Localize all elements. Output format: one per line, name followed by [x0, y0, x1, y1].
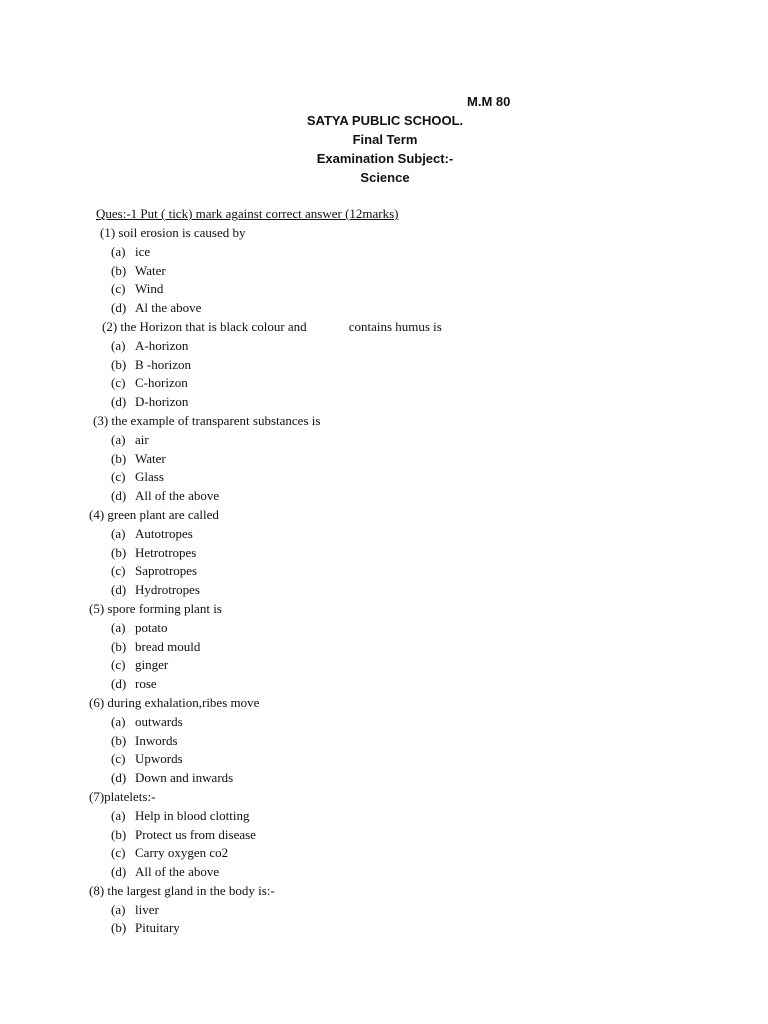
option-text: Wind — [135, 281, 164, 297]
answer-option[interactable] — [111, 863, 768, 882]
option-label: (a) — [111, 525, 126, 541]
option-text: A-horizon — [135, 337, 189, 353]
option-label: (b) — [111, 920, 127, 936]
option-text: liver — [135, 901, 159, 917]
question-text: (3) the example of transparent substances is — [93, 412, 321, 428]
answer-option[interactable] — [111, 487, 768, 506]
option-label: (b) — [111, 544, 127, 560]
option-label: (a) — [111, 243, 126, 259]
option-label: (b) — [111, 638, 127, 654]
question-3 — [0, 412, 768, 431]
question-text: (7)platelets:- — [89, 788, 156, 804]
option-label: (d) — [111, 864, 127, 880]
question-text: (6) during exhalation,ribes move — [89, 694, 260, 710]
option-label: (d) — [111, 300, 127, 316]
answer-option[interactable] — [111, 544, 768, 563]
answer-option[interactable] — [111, 243, 768, 262]
option-text: outwards — [135, 713, 183, 729]
answer-option[interactable] — [111, 750, 768, 769]
option-text: ginger — [135, 657, 169, 673]
answer-option[interactable] — [111, 337, 768, 356]
question-7 — [0, 788, 768, 807]
option-text: Saprotropes — [135, 563, 198, 579]
answer-option[interactable] — [111, 713, 768, 732]
option-label: (c) — [111, 657, 126, 673]
question-6 — [0, 694, 768, 713]
question-text: (2) the Horizon that is black colour and — [102, 318, 307, 334]
section-heading-text: Ques:-1 Put ( tick) mark against correct answer (12marks) — [96, 206, 399, 221]
option-label: (a) — [111, 713, 126, 729]
answer-option[interactable] — [111, 901, 768, 920]
question-1 — [0, 224, 768, 243]
option-text: potato — [135, 619, 168, 635]
answer-option[interactable] — [111, 450, 768, 469]
option-label: (d) — [111, 770, 127, 786]
section-heading — [90, 205, 399, 222]
option-text: ice — [135, 243, 151, 259]
option-label: (d) — [111, 488, 127, 504]
option-text: air — [135, 431, 149, 447]
question-list — [0, 224, 768, 938]
option-label: (c) — [111, 281, 126, 297]
question-text-continued: contains humus is — [348, 318, 442, 334]
option-text: All of the above — [135, 488, 220, 504]
answer-option[interactable] — [111, 562, 768, 581]
option-label: (d) — [111, 676, 127, 692]
exam-subject: Science — [360, 170, 410, 185]
question-5 — [0, 600, 768, 619]
option-label: (c) — [111, 563, 126, 579]
option-label: (b) — [111, 732, 127, 748]
option-text: Autotropes — [135, 525, 193, 541]
answer-option[interactable] — [111, 844, 768, 863]
option-text: Glass — [135, 469, 164, 485]
option-label: (a) — [111, 807, 126, 823]
question-text: (1) soil erosion is caused by — [100, 225, 246, 240]
answer-option[interactable] — [111, 656, 768, 675]
option-label: (c) — [111, 845, 126, 861]
option-label: (a) — [111, 901, 126, 917]
option-label: (d) — [111, 394, 127, 410]
option-text: Water — [135, 262, 166, 278]
option-text: Down and inwards — [135, 770, 234, 786]
option-text: Water — [135, 450, 166, 466]
answer-option[interactable] — [111, 525, 768, 544]
answer-option[interactable] — [111, 299, 768, 318]
option-text: rose — [135, 676, 157, 692]
answer-option[interactable] — [111, 431, 768, 450]
answer-option[interactable] — [111, 374, 768, 393]
option-label: (b) — [111, 262, 127, 278]
max-marks: M.M 80 — [467, 94, 511, 109]
option-label: (c) — [111, 375, 126, 391]
option-label: (b) — [111, 826, 127, 842]
school-name: SATYA PUBLIC SCHOOL. — [306, 113, 464, 128]
option-label: (d) — [111, 582, 127, 598]
option-text: Protect us from disease — [135, 826, 256, 842]
option-text: Inwords — [135, 732, 178, 748]
option-text: Hetrotropes — [135, 544, 197, 560]
answer-option[interactable] — [111, 356, 768, 375]
answer-option[interactable] — [111, 280, 768, 299]
option-label: (b) — [111, 450, 127, 466]
option-text: Al the above — [135, 300, 202, 316]
option-label: (a) — [111, 337, 126, 353]
answer-option[interactable] — [111, 619, 768, 638]
option-text: C-horizon — [135, 375, 188, 391]
option-text: D-horizon — [135, 394, 189, 410]
answer-option[interactable] — [111, 675, 768, 694]
question-4 — [0, 506, 768, 525]
answer-option[interactable] — [111, 262, 768, 281]
exam-title: Examination Subject:- — [316, 151, 454, 166]
option-text: B -horizon — [135, 356, 191, 372]
answer-option[interactable] — [111, 638, 768, 657]
answer-option[interactable] — [111, 393, 768, 412]
answer-option[interactable] — [111, 732, 768, 751]
option-text: Hydrotropes — [135, 582, 200, 598]
option-text: Carry oxygen co2 — [135, 845, 229, 861]
option-text: Help in blood clotting — [135, 807, 250, 823]
answer-option[interactable] — [111, 581, 768, 600]
option-text: Upwords — [135, 751, 183, 767]
question-text: (8) the largest gland in the body is:- — [89, 882, 275, 898]
option-text: All of the above — [135, 864, 220, 880]
option-text: bread mould — [135, 638, 201, 654]
answer-option[interactable] — [111, 919, 768, 938]
option-text: Pituitary — [135, 920, 180, 936]
option-label: (a) — [111, 431, 126, 447]
option-label: (a) — [111, 619, 126, 635]
option-label: (b) — [111, 356, 127, 372]
question-text: (5) spore forming plant is — [89, 600, 222, 616]
question-8 — [0, 882, 768, 901]
answer-option[interactable] — [111, 826, 768, 845]
answer-option[interactable] — [111, 468, 768, 487]
option-label: (c) — [111, 751, 126, 767]
exam-term: Final Term — [352, 132, 418, 147]
question-text: (4) green plant are called — [89, 506, 219, 522]
question-2 — [0, 318, 768, 337]
answer-option[interactable] — [111, 769, 768, 788]
answer-option[interactable] — [111, 807, 768, 826]
option-label: (c) — [111, 469, 126, 485]
